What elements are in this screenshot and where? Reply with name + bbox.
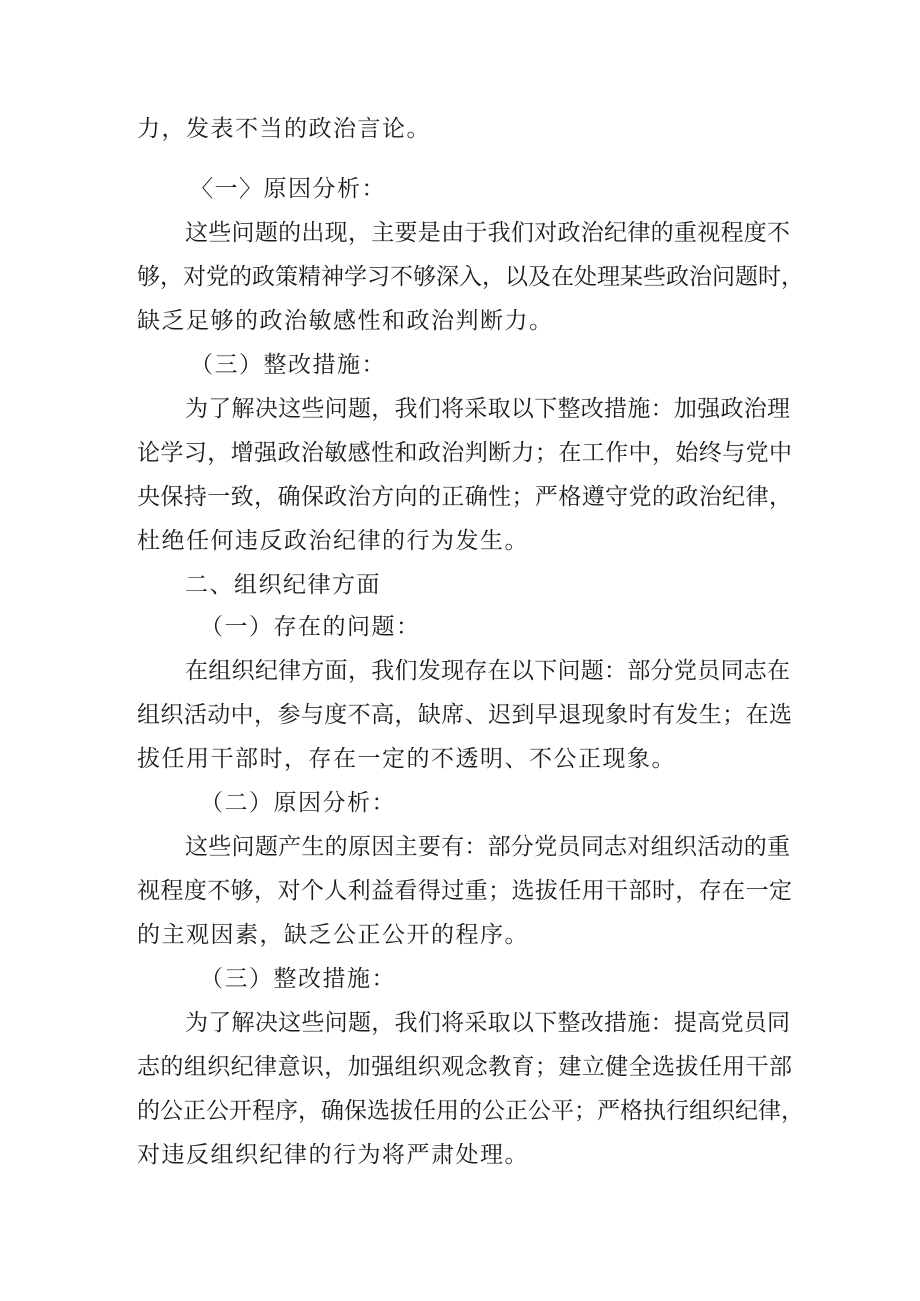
paragraph-line: 为了解决这些问题，我们将采取以下整改措施：提高党员同 xyxy=(185,1010,790,1036)
section-heading: （三）整改措施： xyxy=(190,352,386,378)
paragraph-line: 够，对党的政策精神学习不够深入，以及在处理某些政治问题时， xyxy=(137,264,804,290)
paragraph-line: 视程度不够，对个人利益看得过重；选拔任用干部时，存在一定 xyxy=(137,878,792,904)
paragraph-line: 志的组织纪律意识，加强组织观念教育；建立健全选拔任用干部 xyxy=(137,1054,792,1080)
paragraph-line: 在组织纪律方面，我们发现存在以下问题：部分党员同志在 xyxy=(185,658,790,684)
paragraph-line: 杜绝任何违反政治纪律的行为发生。 xyxy=(137,528,529,554)
paragraph-line: 对违反组织纪律的行为将严肃处理。 xyxy=(137,1142,529,1168)
paragraph-line: 拔任用干部时，存在一定的不透明、不公正现象。 xyxy=(137,746,676,772)
paragraph-line: 这些问题产生的原因主要有：部分党员同志对组织活动的重 xyxy=(185,834,790,860)
paragraph-line: 的公正公开程序，确保选拔任用的公正公平；严格执行组织纪律， xyxy=(137,1098,804,1124)
paragraph-line: 力，发表不当的政治言论。 xyxy=(137,116,431,142)
paragraph-line: 论学习，增强政治敏感性和政治判断力；在工作中，始终与党中 xyxy=(137,440,792,466)
section-heading: （三）整改措施： xyxy=(200,966,396,992)
paragraph-line: 这些问题的出现，主要是由于我们对政治纪律的重视程度不 xyxy=(185,220,790,246)
paragraph-line: 为了解决这些问题，我们将采取以下整改措施：加强政治理 xyxy=(185,396,790,422)
section-heading: 〈一〉原因分析： xyxy=(190,176,386,202)
paragraph-line: 组织活动中，参与度不高，缺席、迟到早退现象时有发生；在选 xyxy=(137,702,792,728)
paragraph-line: 缺乏足够的政治敏感性和政治判断力。 xyxy=(137,308,554,334)
chapter-heading: 二、组织纪律方面 xyxy=(185,572,381,598)
paragraph-line: 的主观因素，缺乏公正公开的程序。 xyxy=(137,922,529,948)
section-heading: （一）存在的问题： xyxy=(200,614,421,640)
section-heading: （二）原因分析： xyxy=(200,790,396,816)
paragraph-line: 央保持一致，确保政治方向的正确性；严格遵守党的政治纪律， xyxy=(137,484,792,510)
